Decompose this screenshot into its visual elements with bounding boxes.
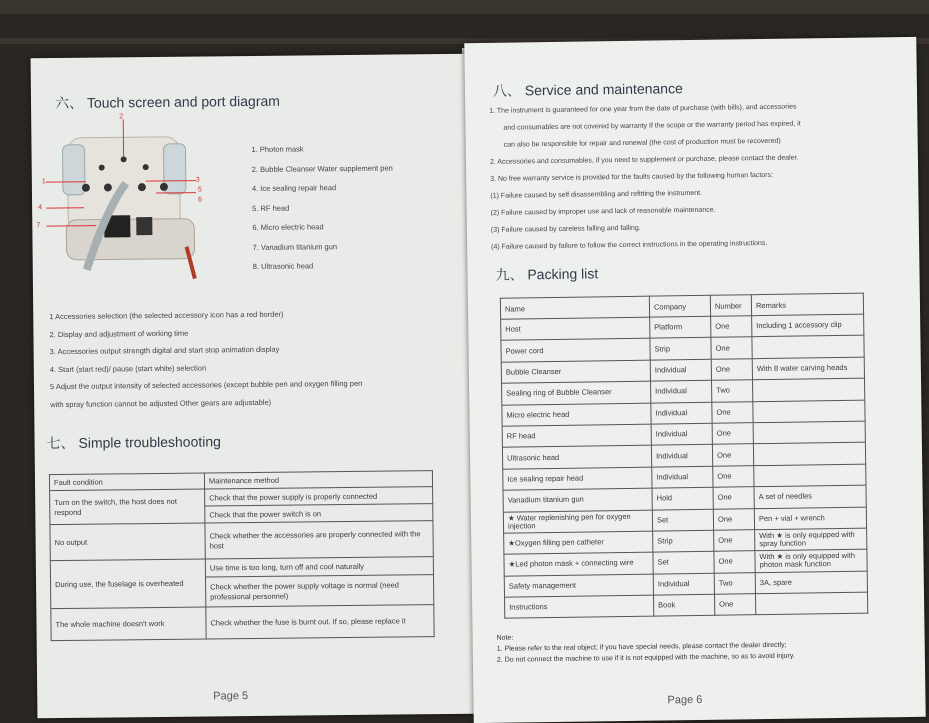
section-number: 六、 xyxy=(55,95,83,111)
table-cell: With 8 water carving heads xyxy=(752,357,864,380)
fault-cell: During use, the fuselage is overheated xyxy=(50,559,205,609)
service-line: (3) Failure caused by careless falling and falling. xyxy=(491,217,802,238)
table-cell xyxy=(753,421,865,444)
table-cell: Power cord xyxy=(501,339,650,362)
callout-label: 5 xyxy=(198,187,202,194)
table-cell: ★ Water replenishing pen for oxygen injection xyxy=(503,510,652,533)
table-cell: Set xyxy=(653,552,714,574)
right-page xyxy=(464,37,925,723)
callout-label: 3 xyxy=(196,177,200,184)
table-cell: Individual xyxy=(650,359,711,381)
table-cell: Vanadium titanium gun xyxy=(503,488,652,511)
method-cell: Check whether the accessories are properly connected with the host xyxy=(205,521,433,559)
table-cell xyxy=(754,464,866,487)
device-illustration xyxy=(45,118,217,290)
section-number: 九、 xyxy=(495,266,523,282)
section-number: 七、 xyxy=(47,435,75,451)
callout-label: 6 xyxy=(198,197,202,204)
table-cell: With ★ is only equipped with spray function xyxy=(755,528,867,551)
note-line: 1. Please refer to the real object; if you have special needs, please contact the dealer directly; xyxy=(497,640,795,655)
instruction-line: 5 Adjust the output intensity of selected accessories (except bubble pen and oxygen filling pen xyxy=(50,375,362,396)
table-cell xyxy=(753,442,865,465)
section-title: Packing list xyxy=(527,265,598,282)
table-cell: 3A, spare xyxy=(755,571,867,594)
note-label: Note: xyxy=(497,629,795,644)
troubleshooting-table xyxy=(49,470,435,641)
table-cell: A set of needles xyxy=(754,485,866,508)
table-header-cell: Number xyxy=(710,295,751,317)
table-cell: Strip xyxy=(653,530,714,552)
section-title: Service and maintenance xyxy=(525,80,683,98)
legend-item: 7. Vanadium titanium gun xyxy=(252,236,393,257)
callout-label: 4 xyxy=(38,204,42,211)
table-cell: Individual xyxy=(652,466,713,488)
page-number: Page 6 xyxy=(667,694,702,706)
table-cell: One xyxy=(712,444,753,466)
packing-table xyxy=(500,293,868,620)
table-cell: Sealing ring of Bubble Cleanser xyxy=(502,381,651,404)
table-cell: Individual xyxy=(651,380,712,402)
table-cell xyxy=(752,336,864,359)
legend-item: 2. Bubble Cleanser Water supplement pen xyxy=(252,158,393,179)
page-number: Page 5 xyxy=(213,690,248,702)
section-number: 八、 xyxy=(493,82,521,98)
table-cell: Ice sealing repair head xyxy=(503,467,652,490)
fault-cell: No output xyxy=(50,523,205,561)
table-cell: One xyxy=(713,487,754,509)
service-line: 3. No free warranty service is provided for the faults caused by the following human factors: xyxy=(490,166,801,187)
table-cell: One xyxy=(713,508,754,530)
table-cell xyxy=(753,400,865,423)
callout-label: 7 xyxy=(36,222,40,229)
service-line: (4) Failure caused by failure to follow the correct instructions in the operating instructions. xyxy=(491,234,802,255)
table-cell: Book xyxy=(654,594,715,616)
table-cell: Set xyxy=(652,509,713,531)
method-cell: Use time is too long, turn off and cool naturally xyxy=(205,557,433,577)
table-cell: Ultrasonic head xyxy=(502,445,651,468)
table-header-cell: Name xyxy=(500,296,649,319)
table-header-cell: Remarks xyxy=(751,293,863,316)
method-cell: Check whether the fuse is burnt out. If so, please replace it xyxy=(206,605,434,639)
table-cell: One xyxy=(712,423,753,445)
instruction-line: 4. Start (start red)/ pause (start white) selection xyxy=(50,357,362,378)
section-six-heading xyxy=(55,91,280,113)
callout-label: 1 xyxy=(42,178,46,185)
section-eight-heading xyxy=(493,78,683,101)
table-cell: Platform xyxy=(650,316,711,338)
instruction-line: 2. Display and adjustment of working time xyxy=(49,322,361,343)
packing-note xyxy=(497,629,795,666)
callout-label: 2 xyxy=(119,113,123,120)
service-line: (1) Failure caused by self disassembling and refitting the instrument. xyxy=(490,183,801,204)
device-diagram xyxy=(45,118,217,290)
instruction-line: with spray function cannot be adjusted Other gears are adjustable) xyxy=(50,392,362,413)
service-line: 1. The instrument is guaranteed for one year from the date of purchase (with bills), and accessories xyxy=(489,99,800,120)
table-cell: Micro electric head xyxy=(502,403,651,426)
table-cell: Individual xyxy=(651,402,712,424)
left-page xyxy=(31,54,475,719)
table-row xyxy=(50,521,433,561)
table-cell: One xyxy=(711,337,752,359)
legend-item: 4. Ice sealing repair head xyxy=(252,178,393,199)
legend-item: 1. Photon mask xyxy=(251,139,392,160)
table-cell: Individual xyxy=(651,423,712,445)
table-cell: Two xyxy=(714,572,755,594)
legend-item: 6. Micro electric head xyxy=(252,217,393,238)
table-cell: Pen + vial + wrench xyxy=(754,507,866,530)
service-line: 2. Accessories and consumables, if you need to supplement or purchase, please contact the dealer. xyxy=(490,149,801,170)
table-cell: Hold xyxy=(652,487,713,509)
table-cell: One xyxy=(712,401,753,423)
legend-item: 5. RF head xyxy=(252,197,393,218)
table-cell: One xyxy=(714,594,755,616)
section-title: Simple troubleshooting xyxy=(78,433,221,450)
service-terms xyxy=(489,99,802,256)
table-cell xyxy=(755,592,867,615)
table-cell: One xyxy=(711,316,752,338)
table-cell: RF head xyxy=(502,424,651,447)
section-title: Touch screen and port diagram xyxy=(87,93,280,111)
table-cell xyxy=(753,378,865,401)
section-seven-heading xyxy=(46,431,221,453)
table-cell: Individual xyxy=(653,573,714,595)
table-cell: One xyxy=(714,530,755,552)
table-cell: ★Oxygen filling pen catheter xyxy=(504,531,653,554)
section-nine-heading xyxy=(495,263,598,284)
table-cell: Instructions xyxy=(505,595,654,618)
table-cell: One xyxy=(714,551,755,573)
table-cell: Strip xyxy=(650,338,711,360)
table-cell: Safety management xyxy=(504,574,653,597)
note-line: 2. Do not connect the machine to use if it is not equipped with the machine, so as to avoid injury. xyxy=(497,651,795,666)
wood-plank xyxy=(0,0,929,14)
table-cell: Including 1 accessory clip xyxy=(752,314,864,337)
table-row xyxy=(505,592,868,618)
fault-cell: The whole machine doesn't work xyxy=(51,607,206,641)
table-row xyxy=(51,605,434,641)
service-line: can also be responsible for repair and renewal (the cost of production must be recovered) xyxy=(490,132,801,153)
table-header-cell: Company xyxy=(649,295,710,317)
table-cell: One xyxy=(713,465,754,487)
service-line: (2) Failure caused by improper use and lack of reasonable maintenance. xyxy=(491,200,802,221)
instruction-line: 1 Accessories selection (the selected accessory icon has a red border) xyxy=(49,305,361,326)
legend-item: 8. Ultrasonic head xyxy=(253,256,394,277)
table-cell: With ★ is only equipped with photon mask function xyxy=(755,549,867,572)
table-cell: Host xyxy=(501,317,650,340)
table-cell: ★Led photon mask + connecting wire xyxy=(504,552,653,575)
screen-instructions xyxy=(49,305,362,413)
diagram-legend xyxy=(251,139,393,277)
instruction-line: 3. Accessories output strength digital and start stop animation display xyxy=(50,340,362,361)
table-cell: Bubble Cleanser xyxy=(501,360,650,383)
table-cell: One xyxy=(711,358,752,380)
method-cell: Check that the power switch is on xyxy=(205,504,433,523)
table-header-cell: Fault condition xyxy=(49,473,204,491)
table-header-cell: Maintenance method xyxy=(204,471,432,489)
method-cell: Check that the power supply is properly connected xyxy=(205,487,433,506)
fault-cell: Turn on the switch, the host does not respond xyxy=(50,489,205,525)
service-line: and consumables are not covered by warranty If the scope or the warranty period has expired, it xyxy=(489,115,800,136)
table-cell: Two xyxy=(712,380,753,402)
method-cell: Check whether the power supply voltage is normal (need professional personnel) xyxy=(205,575,433,607)
table-cell: Individual xyxy=(651,445,712,467)
